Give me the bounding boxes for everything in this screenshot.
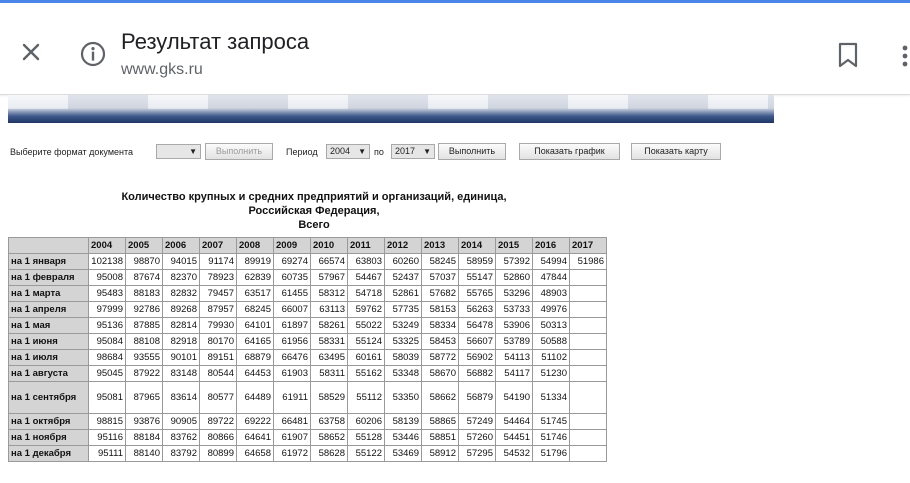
table-row: [9, 318, 607, 334]
table-cell: 58139: [385, 414, 422, 430]
table-cell: 58331: [311, 334, 348, 350]
execute-format-button[interactable]: Выполнить: [205, 143, 273, 160]
table-row: [9, 334, 607, 350]
table-cell: 54718: [348, 286, 385, 302]
table-cell: 55112: [348, 382, 385, 414]
table-cell: 56607: [459, 334, 496, 350]
table-cell: 51796: [533, 446, 570, 462]
more-vert-icon[interactable]: [896, 43, 910, 73]
table-cell: 53325: [385, 334, 422, 350]
row-label: на 1 января: [9, 254, 89, 270]
table-cell: 51334: [533, 382, 570, 414]
table-cell: 54451: [496, 430, 533, 446]
table-cell: [570, 286, 607, 302]
table-cell: 50313: [533, 318, 570, 334]
table-cell: 64165: [237, 334, 274, 350]
page-title: Результат запроса: [121, 29, 310, 54]
table-cell: 98684: [89, 350, 126, 366]
table-cell: 68879: [237, 350, 274, 366]
table-cell: 94015: [163, 254, 200, 270]
table-cell: 54532: [496, 446, 533, 462]
table-cell: 63113: [311, 302, 348, 318]
row-label: на 1 марта: [9, 286, 89, 302]
table-cell: 88184: [126, 430, 163, 446]
table-row: [9, 270, 607, 286]
table-cell: 92786: [126, 302, 163, 318]
table-cell: 64453: [237, 366, 274, 382]
row-label: на 1 ноября: [9, 430, 89, 446]
table-cell: 95008: [89, 270, 126, 286]
table-cell: 60161: [348, 350, 385, 366]
table-cell: 53789: [496, 334, 533, 350]
table-cell: [570, 414, 607, 430]
report-title-line2: Российская Федерация,: [248, 205, 380, 217]
table-cell: 80866: [200, 430, 237, 446]
table-cell: 57682: [422, 286, 459, 302]
table-cell: 88108: [126, 334, 163, 350]
table-cell: 58529: [311, 382, 348, 414]
table-cell: 89919: [237, 254, 274, 270]
table-cell: 53733: [496, 302, 533, 318]
table-cell: 58772: [422, 350, 459, 366]
show-chart-button[interactable]: Показать график: [519, 143, 620, 160]
format-label: Выберите формат документа: [10, 147, 134, 157]
table-cell: 69274: [274, 254, 311, 270]
table-cell: 55128: [348, 430, 385, 446]
table-cell: 56263: [459, 302, 496, 318]
table-cell: 83762: [163, 430, 200, 446]
table-cell: 97999: [89, 302, 126, 318]
table-cell: 64641: [237, 430, 274, 446]
year-header: 2017: [570, 238, 607, 254]
table-cell: 58652: [311, 430, 348, 446]
title-block: [121, 29, 309, 79]
table-row: [9, 254, 607, 270]
table-cell: 64101: [237, 318, 274, 334]
table-cell: [570, 334, 607, 350]
table-cell: 58912: [422, 446, 459, 462]
table-cell: 62839: [237, 270, 274, 286]
table-cell: 58334: [422, 318, 459, 334]
table-cell: 58153: [422, 302, 459, 318]
table-cell: 49976: [533, 302, 570, 318]
table-cell: 66007: [274, 302, 311, 318]
table-cell: 48903: [533, 286, 570, 302]
period-label: Период: [286, 147, 318, 157]
table-cell: 55147: [459, 270, 496, 286]
period-from-select[interactable]: [326, 144, 370, 159]
row-label: на 1 декабря: [9, 446, 89, 462]
year-header: 2007: [200, 238, 237, 254]
table-cell: 53350: [385, 382, 422, 414]
table-cell: 58628: [311, 446, 348, 462]
info-icon[interactable]: [79, 40, 107, 68]
table-cell: 89151: [200, 350, 237, 366]
custom-tab-toolbar: [0, 3, 910, 95]
table-cell: 63803: [348, 254, 385, 270]
period-from-value: 2004: [330, 146, 351, 156]
table-row: [9, 382, 607, 414]
table-cell: 66574: [311, 254, 348, 270]
table-cell: 53469: [385, 446, 422, 462]
year-header: 2014: [459, 238, 496, 254]
table-cell: 57967: [311, 270, 348, 286]
table-cell: 83792: [163, 446, 200, 462]
table-cell: 61911: [274, 382, 311, 414]
table-cell: 56478: [459, 318, 496, 334]
table-row: [9, 302, 607, 318]
dropdown-arrow-icon: ▼: [358, 147, 366, 156]
table-cell: 87674: [126, 270, 163, 286]
table-cell: 54190: [496, 382, 533, 414]
table-row: [9, 446, 607, 462]
table-cell: 61455: [274, 286, 311, 302]
format-select[interactable]: [156, 144, 201, 159]
table-cell: 56879: [459, 382, 496, 414]
report-title: [8, 190, 620, 232]
table-cell: 89268: [163, 302, 200, 318]
table-cell: 61897: [274, 318, 311, 334]
table-cell: 60260: [385, 254, 422, 270]
table-row: [9, 286, 607, 302]
table-cell: 95136: [89, 318, 126, 334]
table-cell: 54117: [496, 366, 533, 382]
table-cell: 58959: [459, 254, 496, 270]
table-cell: 55122: [348, 446, 385, 462]
table-cell: 56902: [459, 350, 496, 366]
table-cell: 80577: [200, 382, 237, 414]
table-cell: 90905: [163, 414, 200, 430]
table-cell: 53906: [496, 318, 533, 334]
table-cell: 68245: [237, 302, 274, 318]
period-to-select[interactable]: [391, 144, 435, 159]
table-cell: 61907: [274, 430, 311, 446]
table-cell: 58670: [422, 366, 459, 382]
table-cell: 66481: [274, 414, 311, 430]
row-label: на 1 мая: [9, 318, 89, 334]
table-cell: [570, 270, 607, 286]
table-cell: 102138: [89, 254, 126, 270]
table-cell: 95045: [89, 366, 126, 382]
table-row: [9, 430, 607, 446]
table-cell: 58851: [422, 430, 459, 446]
table-cell: 93876: [126, 414, 163, 430]
table-cell: 79930: [200, 318, 237, 334]
table-cell: 55765: [459, 286, 496, 302]
year-header: 2015: [496, 238, 533, 254]
data-table: [8, 237, 607, 462]
table-cell: 51102: [533, 350, 570, 366]
table-cell: 95084: [89, 334, 126, 350]
table-cell: 54113: [496, 350, 533, 366]
table-cell: 83614: [163, 382, 200, 414]
table-cell: 98870: [126, 254, 163, 270]
table-cell: 64658: [237, 446, 274, 462]
table-cell: [570, 350, 607, 366]
year-header: 2016: [533, 238, 570, 254]
table-cell: 51745: [533, 414, 570, 430]
table-cell: 59762: [348, 302, 385, 318]
table-cell: 82370: [163, 270, 200, 286]
table-cell: 88183: [126, 286, 163, 302]
table-cell: 58261: [311, 318, 348, 334]
page-url[interactable]: www.gks.ru: [121, 61, 203, 78]
year-header: 2004: [89, 238, 126, 254]
table-cell: 89722: [200, 414, 237, 430]
row-label: на 1 июля: [9, 350, 89, 366]
table-cell: 95483: [89, 286, 126, 302]
table-cell: 95081: [89, 382, 126, 414]
close-icon[interactable]: [16, 37, 46, 67]
year-header: 2008: [237, 238, 274, 254]
row-label: на 1 сентября: [9, 382, 89, 414]
table-cell: 88140: [126, 446, 163, 462]
table-cell: 80544: [200, 366, 237, 382]
year-header: 2005: [126, 238, 163, 254]
bookmark-icon[interactable]: [836, 41, 860, 69]
table-row: [9, 366, 607, 382]
table-cell: 58865: [422, 414, 459, 430]
table-cell: 83148: [163, 366, 200, 382]
table-cell: 98815: [89, 414, 126, 430]
table-cell: 61903: [274, 366, 311, 382]
table-cell: 58245: [422, 254, 459, 270]
table-row: [9, 350, 607, 366]
table-cell: 57249: [459, 414, 496, 430]
table-cell: [570, 430, 607, 446]
table-cell: 80170: [200, 334, 237, 350]
banner-decoration: [8, 95, 774, 109]
table-cell: 90101: [163, 350, 200, 366]
table-cell: 87922: [126, 366, 163, 382]
table-cell: 93555: [126, 350, 163, 366]
year-header: 2013: [422, 238, 459, 254]
table-cell: 53348: [385, 366, 422, 382]
year-header: 2010: [311, 238, 348, 254]
table-cell: 51230: [533, 366, 570, 382]
table-cell: 58312: [311, 286, 348, 302]
site-header-banner: [8, 95, 774, 123]
table-cell: 61972: [274, 446, 311, 462]
table-cell: 95111: [89, 446, 126, 462]
row-label: на 1 октября: [9, 414, 89, 430]
table-cell: 69222: [237, 414, 274, 430]
year-header: 2012: [385, 238, 422, 254]
table-cell: 60735: [274, 270, 311, 286]
table-cell: 56882: [459, 366, 496, 382]
table-cell: 52860: [496, 270, 533, 286]
table-cell: 55162: [348, 366, 385, 382]
table-cell: 63495: [311, 350, 348, 366]
report-title-line1: Количество крупных и средних предприятий и организаций, единица,: [121, 191, 507, 203]
table-cell: 57260: [459, 430, 496, 446]
table-cell: 63758: [311, 414, 348, 430]
year-header: 2009: [274, 238, 311, 254]
dropdown-arrow-icon: ▼: [423, 147, 431, 156]
table-cell: 57735: [385, 302, 422, 318]
table-cell: 64489: [237, 382, 274, 414]
table-cell: 87957: [200, 302, 237, 318]
row-label: на 1 апреля: [9, 302, 89, 318]
table-cell: 82918: [163, 334, 200, 350]
row-label: на 1 февраля: [9, 270, 89, 286]
table-cell: 80899: [200, 446, 237, 462]
row-label: на 1 июня: [9, 334, 89, 350]
table-cell: 53446: [385, 430, 422, 446]
table-cell: 95116: [89, 430, 126, 446]
table-cell: 51746: [533, 430, 570, 446]
table-cell: 52861: [385, 286, 422, 302]
table-cell: 54467: [348, 270, 385, 286]
table-cell: 63517: [237, 286, 274, 302]
table-cell: 58453: [422, 334, 459, 350]
table-cell: 61956: [274, 334, 311, 350]
report-title-line3: Всего: [298, 219, 330, 231]
table-cell: 51986: [570, 254, 607, 270]
show-map-button[interactable]: Показать карту: [631, 143, 721, 160]
table-cell: [570, 318, 607, 334]
execute-button[interactable]: Выполнить: [438, 143, 506, 160]
table-cell: [570, 302, 607, 318]
table-cell: 57295: [459, 446, 496, 462]
table-cell: 82832: [163, 286, 200, 302]
table-cell: 53249: [385, 318, 422, 334]
table-cell: 91174: [200, 254, 237, 270]
table-cell: 57392: [496, 254, 533, 270]
table-cell: 79457: [200, 286, 237, 302]
table-cell: 78923: [200, 270, 237, 286]
year-header: 2006: [163, 238, 200, 254]
table-body: [9, 254, 607, 462]
table-cell: 50588: [533, 334, 570, 350]
table-cell: 55022: [348, 318, 385, 334]
table-cell: [570, 382, 607, 414]
row-label: на 1 августа: [9, 366, 89, 382]
year-header: 2011: [348, 238, 385, 254]
table-cell: 60206: [348, 414, 385, 430]
table-cell: 66476: [274, 350, 311, 366]
period-to-value: 2017: [395, 146, 416, 156]
table-cell: 82814: [163, 318, 200, 334]
table-corner-cell: [9, 238, 89, 254]
table-cell: 58311: [311, 366, 348, 382]
table-cell: 47844: [533, 270, 570, 286]
dropdown-arrow-icon: ▼: [189, 147, 197, 156]
table-cell: 55124: [348, 334, 385, 350]
table-cell: [570, 366, 607, 382]
table-cell: 52437: [385, 270, 422, 286]
table-cell: 58039: [385, 350, 422, 366]
table-row: [9, 414, 607, 430]
table-cell: [570, 446, 607, 462]
table-header-row: [9, 238, 607, 254]
table-cell: 57037: [422, 270, 459, 286]
table-cell: 54464: [496, 414, 533, 430]
table-cell: 87965: [126, 382, 163, 414]
period-to-label: по: [374, 147, 384, 157]
table-cell: 53296: [496, 286, 533, 302]
table-cell: 58662: [422, 382, 459, 414]
table-cell: 87885: [126, 318, 163, 334]
table-cell: 54994: [533, 254, 570, 270]
